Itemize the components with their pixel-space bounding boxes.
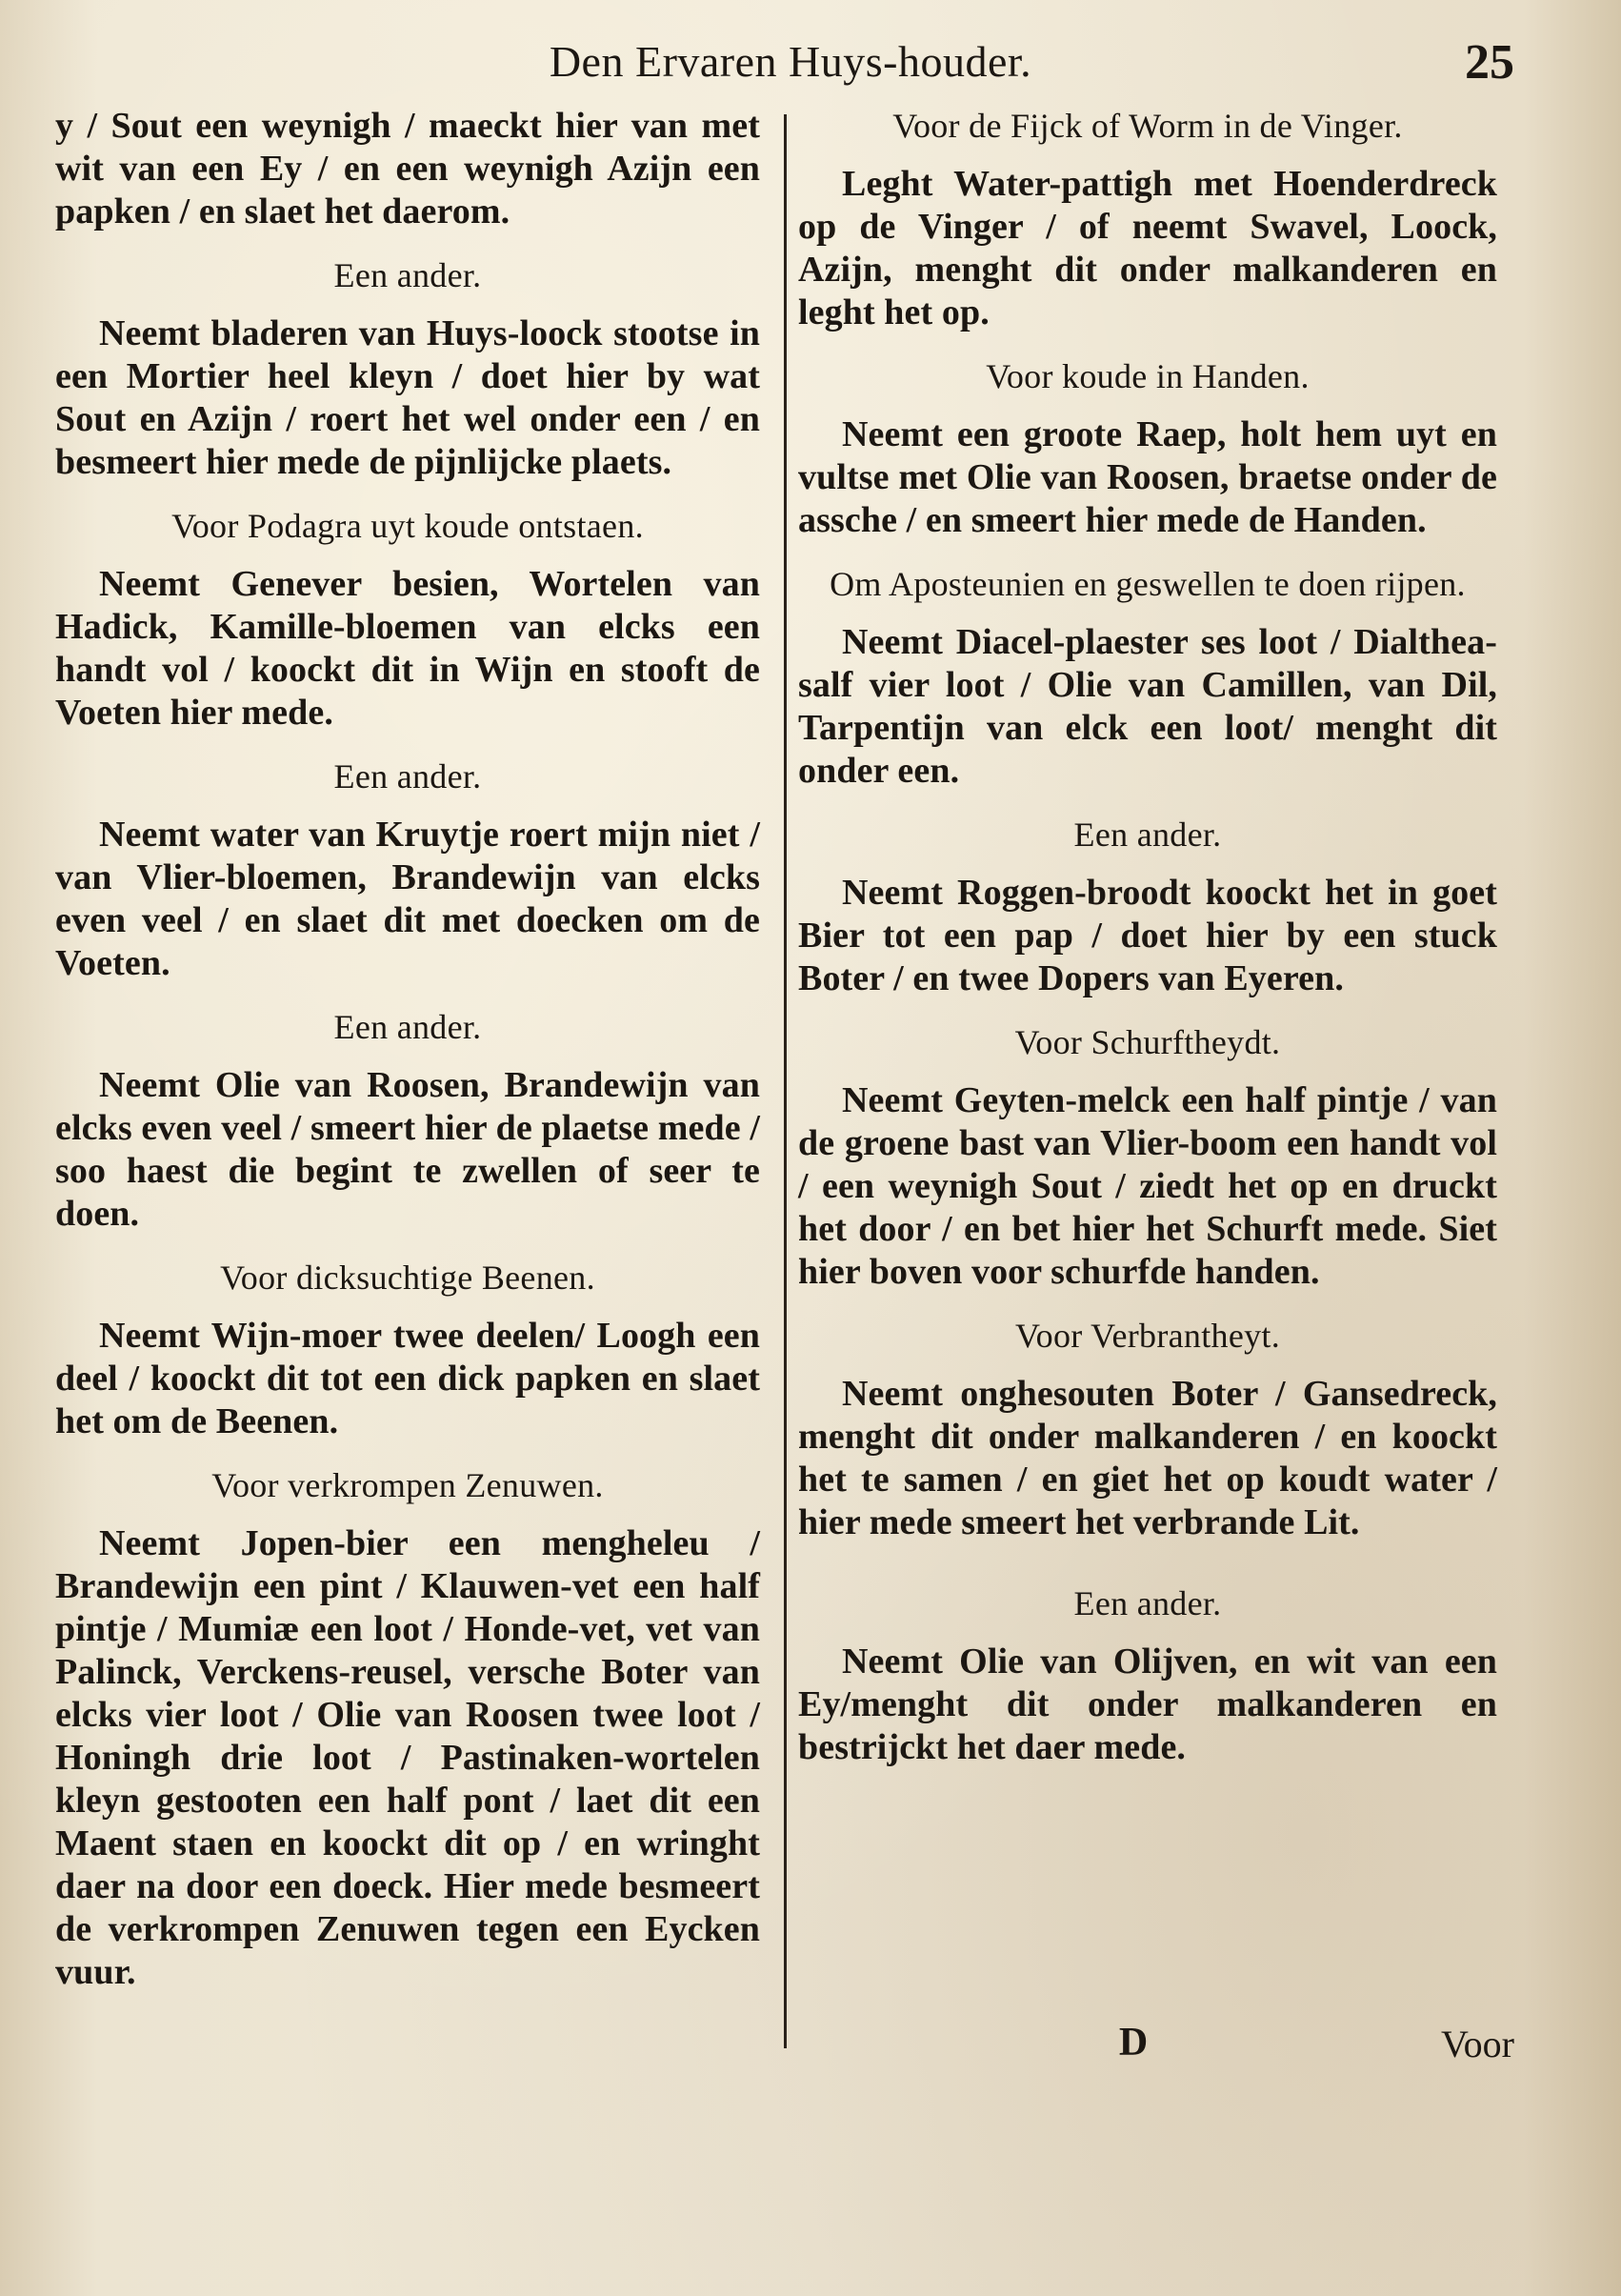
recipe-title: Voor Verbrantheyt. — [1014, 1317, 1281, 1355]
continued-text: y / Sout een weynigh / maeckt hier van met wit van een Ey / en een weynigh Azijn een papken / en slaet het daerom. — [55, 106, 760, 232]
recipe — [55, 1006, 760, 1236]
recipe-title: Voor Podagra uyt koude ontstaen. — [171, 507, 644, 545]
catchword: Voor — [1440, 2023, 1514, 2065]
recipe-title: Voor de Fijck of Worm in de Vinger. — [892, 107, 1403, 145]
recipe-text: Neemt onghesouten Boter / Gansedreck, menght dit onder malkanderen / en koockt het te samen / en giet het op koudt water / hier mede smeert het verbrande Lit. — [798, 1374, 1497, 1542]
recipe — [798, 355, 1497, 542]
recipe — [798, 1582, 1497, 1769]
recipe — [55, 505, 760, 735]
recipe — [798, 1021, 1497, 1294]
recipe-title: Een ander. — [333, 757, 482, 796]
column-rule — [784, 114, 787, 2048]
recipe-title: Een ander. — [333, 256, 482, 294]
recipe-text: Neemt bladeren van Huys-loock stootse in een Mortier heel kleyn / doet hier by wat Sout en Azijn / roert het wel onder een / en besmeert hier mede de pijnlijcke plaets. — [55, 313, 760, 482]
recipe-text: Neemt Wijn-moer twee deelen/ Loogh een deel / koockt dit tot een dick papken en slaet het om de Beenen. — [55, 1316, 760, 1441]
recipe-title: Voor Schurftheydt. — [1014, 1023, 1281, 1061]
recipe-title: Voor koude in Handen. — [986, 357, 1310, 395]
recipe-text: Neemt Diacel-plaester ses loot / Dialthea-salf vier loot / Olie van Camillen, van Dil, Tarpentijn van elck een loot/ menght dit onder een. — [798, 622, 1497, 791]
page-number: 25 — [1465, 35, 1514, 90]
recipe-title: Een ander. — [1073, 1584, 1222, 1622]
recipe-text: Leght Water-pattigh met Hoenderdreck op de Vinger / of neemt Swavel, Loock, Azijn, menght dit onder malkanderen en leght het op. — [798, 164, 1497, 332]
recipe-text: Neemt Geyten-melck een half pintje / van de groene bast van Vlier-boom een handt vol / een weynigh Sout / ziedt het op en druckt het door / en bet hier het Schurft mede. Siet hier boven voor schurfde handen. — [798, 1080, 1497, 1292]
recipe — [798, 1315, 1497, 1544]
right-column — [798, 105, 1497, 1769]
recipe-title: Voor dicksuchtige Beenen. — [220, 1259, 595, 1297]
recipe-text: Neemt Roggen-broodt koockt het in goet Bier tot een pap / doet hier by een stuck Boter / en twee Dopers van Eyeren. — [798, 873, 1497, 998]
recipe-title: Een ander. — [333, 1008, 482, 1046]
recipe — [798, 563, 1497, 793]
signature-mark: D — [1118, 2021, 1149, 2064]
recipe — [55, 1257, 760, 1443]
running-head: Den Ervaren Huys-houder. — [549, 37, 1032, 86]
recipe-title: Om Aposteunien en geswellen te doen rijpen. — [830, 565, 1466, 603]
recipe-title: Een ander. — [1073, 816, 1222, 854]
recipe — [55, 755, 760, 985]
recipe-text: Neemt Jopen-bier een mengheleu / Brandewijn een pint / Klauwen-vet een half pintje / Mumiæ een loot / Honde-vet, vet van Palinck, Verckens-reusel, versche Boter van elcks vier loot / Olie van Roosen twee loot / Honingh drie loot / Pastinaken-wortelen kleyn gestooten een half pont / laet dit een Maent staen en koockt dit op / en wringht daer na door een doeck. Hier mede besmeert de verkrompen Zenuwen tegen een Eycken vuur. — [55, 1523, 760, 1992]
recipe — [798, 105, 1497, 334]
recipe-text: Neemt Olie van Roosen, Brandewijn van elcks even veel / smeert hier de plaetse mede / soo haest die begint te zwellen of seer te doen. — [55, 1065, 760, 1234]
recipe — [55, 1464, 760, 1994]
recipe — [798, 814, 1497, 1000]
left-column — [55, 105, 760, 1994]
recipe-text: Neemt water van Kruytje roert mijn niet / van Vlier-bloemen, Brandewijn van elcks even veel / en slaet dit met doecken om de Voeten. — [55, 815, 760, 983]
recipe-text: Neemt Genever besien, Wortelen van Hadick, Kamille-bloemen van elcks een handt vol / koockt dit in Wijn en stooft de Voeten hier mede. — [55, 564, 760, 733]
recipe — [55, 254, 760, 484]
recipe-text: Neemt een groote Raep, holt hem uyt en vultse met Olie van Roosen, braetse onder de assche / en smeert hier mede de Handen. — [798, 414, 1497, 540]
recipe-text: Neemt Olie van Olijven, en wit van een Ey/menght dit onder malkanderen en bestrijckt het daer mede. — [798, 1641, 1497, 1767]
recipe-title: Voor verkrompen Zenuwen. — [211, 1466, 604, 1504]
